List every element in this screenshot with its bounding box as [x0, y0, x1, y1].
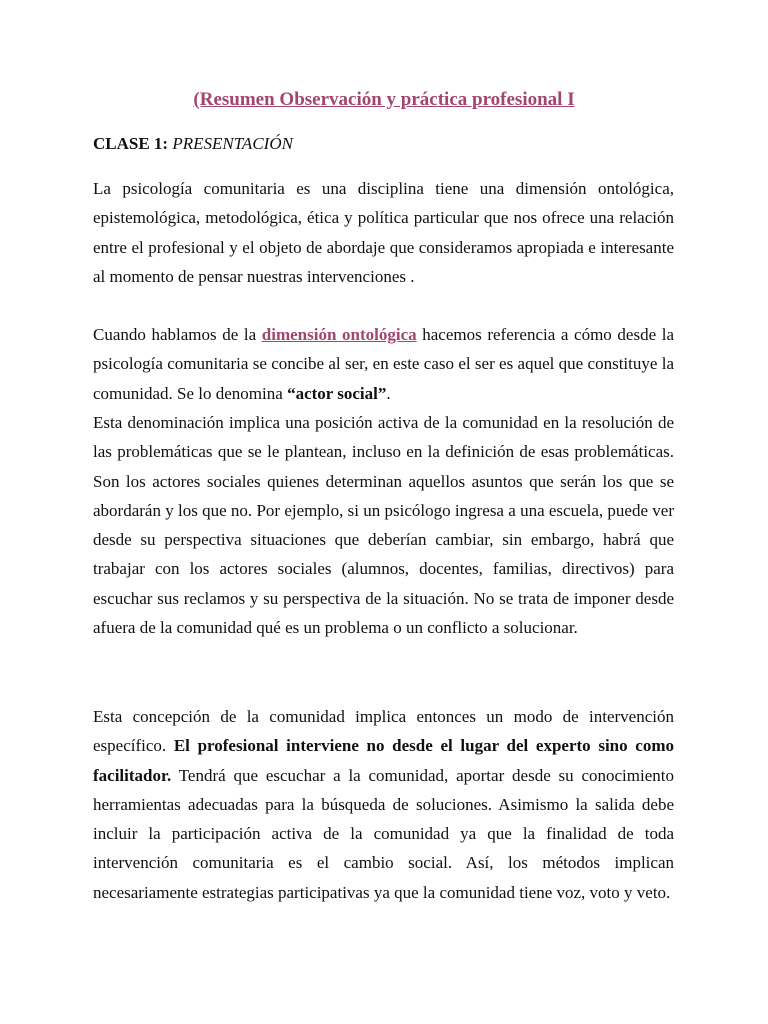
paragraph-intervention-intro: Esta concepción de la comunidad implica entonces un modo de intervención específico. [93, 707, 674, 756]
paragraph-ontological-text-middle: hacemos referencia a cómo desde la psicología comunitaria se concibe al ser, en este caso el ser es aquel que constituye la comunidad. Se lo denomina [93, 325, 675, 403]
class-label: CLASE 1: [93, 134, 169, 153]
paragraph-ontological [93, 320, 674, 408]
ontological-dimension-link[interactable]: dimensión ontológica [261, 325, 417, 344]
paragraph-intervention [93, 702, 674, 907]
paragraph-ontological-text-start: Cuando hablamos de la [93, 325, 262, 344]
paragraph-ontological-text-end: . [386, 383, 391, 403]
facilitator-statement: El profesional interviene no desde el lugar del experto sino como facilitador. [93, 736, 675, 785]
paragraph-intervention-rest: Tendrá que escuchar a la comunidad, aportar desde su conocimiento herramientas adecuadas para la búsqueda de soluciones. Asimismo la salida debe incluir la participación activa de la comunidad ya que la finalidad de toda intervención comunitaria es el cambio social. Así, los métodos implican necesariamente estrategias participativas ya que la comunidad tiene voz, voto y veto. [93, 765, 674, 902]
paragraph-active-position: Esta denominación implica una posición activa de la comunidad en la resolución de las problemáticas que se le plantean, incluso en la definición de esas problemáticas. Son los actores sociales quienes determinan aquellos asuntos que serán los que se abordarán y los que no. Por ejemplo, si un psicólogo ingresa a una escuela, puede ver desde su perspectiva situaciones que deberían cambiar, sin embargo, habrá que trabajar con los actores sociales (alumnos, docentes, familias, directivos) para escuchar sus reclamos y su perspectiva de la situación. No se trata de imponer desde afuera de la comunidad qué es un problema o un conflicto a solucionar. [93, 413, 674, 638]
class-topic: PRESENTACIÓN [172, 134, 293, 153]
class-heading [93, 130, 293, 158]
actor-social-term: “actor social” [287, 383, 387, 403]
document-title: (Resumen Observación y práctica profesional I [193, 89, 575, 110]
paragraph-intro: La psicología comunitaria es una disciplina tiene una dimensión ontológica, epistemológica, metodológica, ética y política particular que nos ofrece una relación entre el profesional y el objeto de abordaje que consideramos apropiada e interesante al momento de pensar nuestras intervenciones . [93, 179, 674, 286]
